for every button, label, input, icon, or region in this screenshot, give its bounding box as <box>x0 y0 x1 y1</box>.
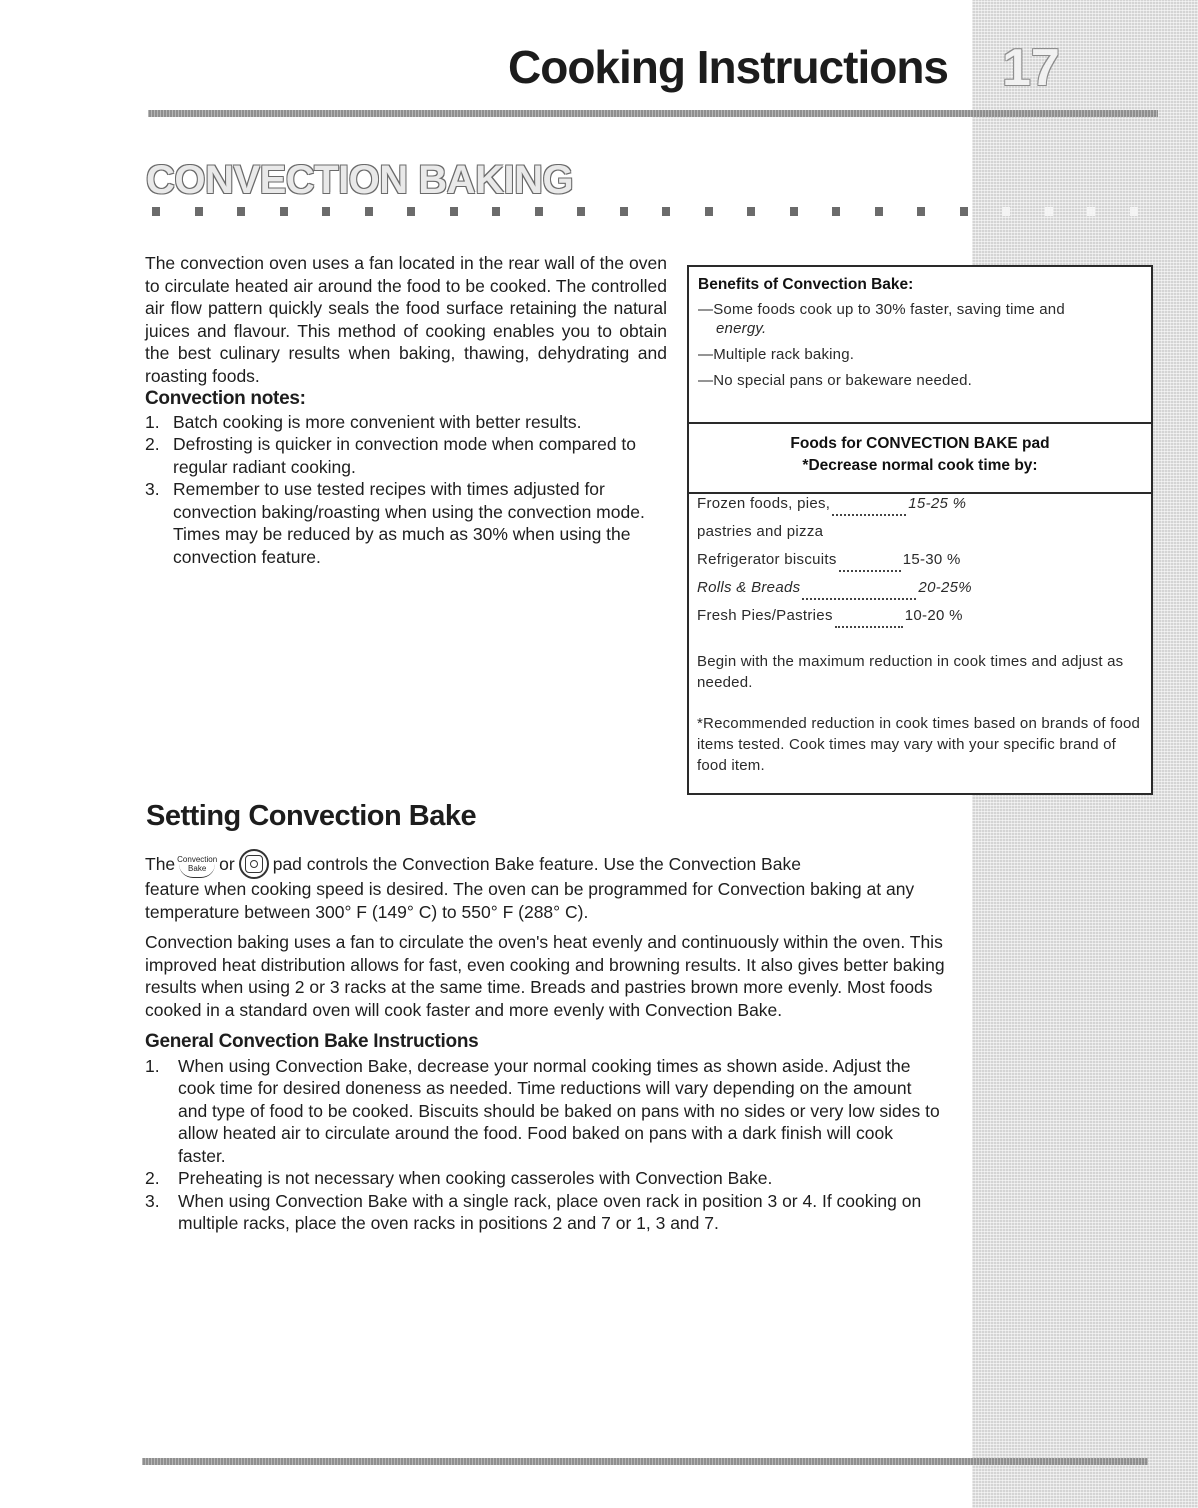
divider-square <box>875 207 883 216</box>
convection-bake-pad-icon <box>177 851 218 878</box>
list-item-text: When using Convection Bake, decrease your normal cooking times as shown aside. Adjust the cook time for desired doneness as needed. Time reductions will vary depending on the amount and type of food to be cooked. Biscuits should be baked on pans with no sides or very low sides to allow heated air to circulate around the food. Food baked on pans with a dark finish will cook faster. <box>178 1055 940 1166</box>
page-number: 17 <box>1002 39 1060 97</box>
food-reduction: 20-25% <box>918 579 972 596</box>
page-title: Cooking Instructions <box>508 41 948 93</box>
divider-square <box>237 207 245 216</box>
foods-heading-line1: Foods for CONVECTION BAKE pad <box>790 435 1050 452</box>
food-name: Rolls & Breads <box>697 579 801 596</box>
benefit-text: —Some foods cook up to 30% faster, saving time and <box>698 301 1065 318</box>
header-rule <box>148 110 1158 117</box>
divider-square <box>620 207 628 216</box>
list-item-number: 3. <box>145 479 160 499</box>
list-item-text: Defrosting is quicker in convection mode when compared to regular radiant cooking. <box>173 434 637 477</box>
divider-square <box>662 207 670 216</box>
notes-heading: Convection notes: <box>145 388 306 409</box>
general-instructions-heading: General Convection Bake Instructions <box>145 1031 479 1052</box>
benefit-continuation: energy. <box>716 320 767 337</box>
list-item <box>145 1055 945 1168</box>
convection-info-box <box>687 265 1153 795</box>
divider-square <box>492 207 500 216</box>
intro-paragraph: The convection oven uses a fan located in the rear wall of the oven to circulate heated air around the food to be cooked. The controlled air flow pattern quickly seals the food surface retaining the natural juices and flavour. This method of cooking enables you to obtain the best culinary results when baking, thawing, dehydrating and roasting foods. <box>145 253 667 386</box>
benefit-text: —Multiple rack baking. <box>698 346 855 363</box>
list-item-text: Batch cooking is more convenient with better results. <box>173 411 582 432</box>
intro-text-or: or <box>219 853 235 874</box>
divider-square <box>280 207 288 216</box>
dot-leader <box>839 558 901 572</box>
divider-square <box>1087 207 1095 216</box>
divider-square <box>832 207 840 216</box>
divider-square <box>450 207 458 216</box>
divider-square <box>917 207 925 216</box>
list-item-number: 1. <box>145 411 160 432</box>
box-note-recommended: *Recommended reduction in cook times based on brands of food items tested. Cook times may vary with your specific brand of food item. <box>697 715 1141 774</box>
setting-body <box>145 850 945 1235</box>
benefit-item <box>698 345 1141 364</box>
list-item <box>145 478 667 568</box>
foods-table-heading <box>687 422 1153 494</box>
table-row <box>697 523 1137 551</box>
divider-square <box>152 207 160 216</box>
divider-square <box>1045 207 1053 216</box>
divider-square <box>747 207 755 216</box>
table-row <box>697 607 1137 635</box>
dot-leader <box>802 586 916 600</box>
setting-heading: Setting Convection Bake <box>146 800 477 832</box>
table-row <box>697 495 1137 523</box>
intro-paragraph-rest: feature when cooking speed is desired. The oven can be programmed for Convection baking at any temperature between 300° F (149° C) to 550° F (288° C). <box>145 879 915 922</box>
list-item <box>145 1167 945 1190</box>
divider-square <box>535 207 543 216</box>
intro-column <box>145 252 667 568</box>
foods-table <box>697 495 1137 635</box>
benefit-item <box>698 300 1141 338</box>
list-item-number: 1. <box>145 1055 160 1076</box>
list-item-text: Remember to use tested recipes with times adjusted for convection baking/roasting when using the convection mode. Times may be reduced by as much as 30% when using the convection feature. <box>173 479 645 567</box>
list-item <box>145 411 667 434</box>
list-item <box>145 433 667 478</box>
benefits-section <box>689 267 1151 390</box>
table-row <box>697 551 1137 579</box>
food-name: Refrigerator biscuits <box>697 551 837 568</box>
food-reduction: 15-30 % <box>902 551 961 568</box>
food-name: Frozen foods, pies, <box>697 495 831 512</box>
divider-square <box>1130 207 1138 216</box>
divider-square <box>195 207 203 216</box>
benefit-text: —No special pans or bakeware needed. <box>698 372 973 389</box>
divider-square <box>790 207 798 216</box>
dot-leader <box>835 614 903 628</box>
convection-fan-pad-icon <box>239 849 269 879</box>
general-instructions-list <box>145 1055 945 1235</box>
dotted-divider <box>152 207 1162 219</box>
divider-square <box>1002 207 1010 216</box>
divider-square <box>705 207 713 216</box>
list-item-number: 3. <box>145 1190 160 1211</box>
benefits-heading: Benefits of Convection Bake: <box>698 276 914 293</box>
fan-paragraph: Convection baking uses a fan to circulate the oven's heat evenly and continuously within the oven. This improved heat distribution allows for fast, even cooking and browning results. It also gives better baking results when using 2 or 3 racks at the same time. Breads and pastries brown more evenly. Most foods cooked in a standard oven will cook faster and more evenly with Convection Bake. <box>145 932 945 1020</box>
pad-label-top: Convection <box>177 854 218 864</box>
pad-label-bottom: Bake <box>188 863 207 873</box>
list-item-number: 2. <box>145 434 160 454</box>
list-item <box>145 1190 945 1235</box>
food-name: Fresh Pies/Pastries <box>697 607 833 624</box>
benefit-item <box>698 371 1141 390</box>
divider-square <box>322 207 330 216</box>
footer-rule <box>142 1458 1148 1465</box>
intro-text-after: pad controls the Convection Bake feature. Use the Convection Bake <box>272 853 801 874</box>
food-reduction: 15-25 % <box>908 495 967 512</box>
foods-heading-line2: *Decrease normal cook time by: <box>802 457 1038 474</box>
list-item-text: Preheating is not necessary when cooking casseroles with Convection Bake. <box>178 1168 773 1188</box>
divider-square <box>407 207 415 216</box>
divider-square <box>960 207 968 216</box>
list-item-number: 2. <box>145 1168 160 1188</box>
table-row <box>697 579 1137 607</box>
food-reduction: 10-20 % <box>904 607 963 624</box>
intro-line <box>145 850 945 878</box>
list-item-text: When using Convection Bake with a single rack, place oven rack in position 3 or 4. If cooking on multiple racks, place the oven racks in positions 2 and 7 or 1, 3 and 7. <box>178 1190 922 1233</box>
food-name: pastries and pizza <box>697 523 824 540</box>
box-note-reduction: Begin with the maximum reduction in cook times and adjust as needed. <box>697 653 1124 691</box>
divider-square <box>365 207 373 216</box>
dot-leader <box>832 502 906 516</box>
notes-list <box>145 411 667 569</box>
section-heading: CONVECTION BAKING <box>146 158 574 202</box>
intro-text-start: The <box>145 853 176 874</box>
divider-square <box>577 207 585 216</box>
